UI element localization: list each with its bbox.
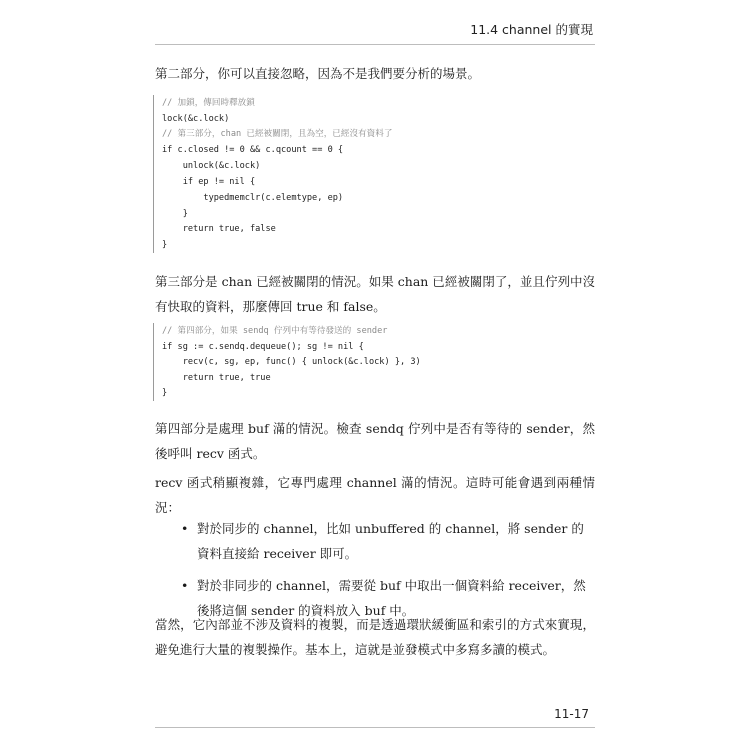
code-comment: // 第三部分，chan 已經被關閉，且為空，已經沒有資料了 bbox=[162, 129, 393, 139]
code-line: return true, false bbox=[162, 224, 276, 234]
code-line: unlock(&c.lock) bbox=[162, 161, 261, 171]
code-line: lock(&c.lock) bbox=[162, 114, 230, 124]
bullet-marker: • bbox=[181, 578, 189, 593]
code-line: } bbox=[162, 209, 188, 219]
code-comment: // 第四部分，如果 sendq 佇列中有等待發送的 sender bbox=[162, 326, 388, 336]
paragraph-recv-intro: recv 函式稍顯複雜，它專門處理 channel 滿的情況。這時可能會遇到兩種情況： bbox=[155, 475, 595, 515]
paragraph-part-four: 第四部分是處理 buf 滿的情況。檢查 sendq 佇列中是否有等待的 sender，然後呼叫 recv 函式。 bbox=[155, 421, 595, 461]
code-line: recv(c, sg, ep, func() { unlock(&c.lock) }, 3) bbox=[162, 357, 421, 367]
list-item-text: 對於同步的 channel，比如 unbuffered 的 channel，將 sender 的資料直接給 receiver 即可。 bbox=[197, 521, 584, 561]
code-line: if sg := c.sendq.dequeue(); sg != nil { bbox=[162, 342, 364, 352]
code-block-part-four bbox=[153, 323, 596, 401]
code-line: } bbox=[162, 388, 168, 398]
code-line: typedmemclr(c.elemtype, ep) bbox=[162, 193, 344, 203]
running-header bbox=[155, 18, 595, 45]
code-line: if ep != nil { bbox=[162, 177, 256, 187]
section-title: 11.4 channel 的實現 bbox=[470, 22, 593, 37]
code-line: } bbox=[162, 240, 168, 250]
list-item-text: 對於非同步的 channel，需要從 buf 中取出一個資料給 receiver，然後將這個 sender 的資料放入 buf 中。 bbox=[197, 578, 586, 618]
paragraph-part-two: 第二部分，你可以直接忽略，因為不是我們要分析的場景。 bbox=[155, 66, 481, 81]
bullet-marker: • bbox=[181, 521, 189, 536]
code-line: if c.closed != 0 && c.qcount == 0 { bbox=[162, 145, 344, 155]
page-number: 11-17 bbox=[554, 707, 589, 721]
list-item bbox=[175, 516, 595, 566]
paragraph-part-three: 第三部分是 chan 已經被關閉的情況。如果 chan 已經被關閉了，並且佇列中沒有快取的資料，那麼傳回 true 和 false。 bbox=[155, 274, 595, 314]
code-block-part-three bbox=[153, 95, 596, 253]
code-line: return true, true bbox=[162, 373, 271, 383]
code-comment: // 加鎖，傳回時釋放鎖 bbox=[162, 98, 255, 108]
page-footer bbox=[155, 707, 595, 728]
paragraph-conclusion: 當然，它內部並不涉及資料的複製，而是透過環狀緩衝區和索引的方式來實現，避免進行大量的複製操作。基本上，這就是並發模式中多寫多讀的模式。 bbox=[155, 617, 595, 657]
